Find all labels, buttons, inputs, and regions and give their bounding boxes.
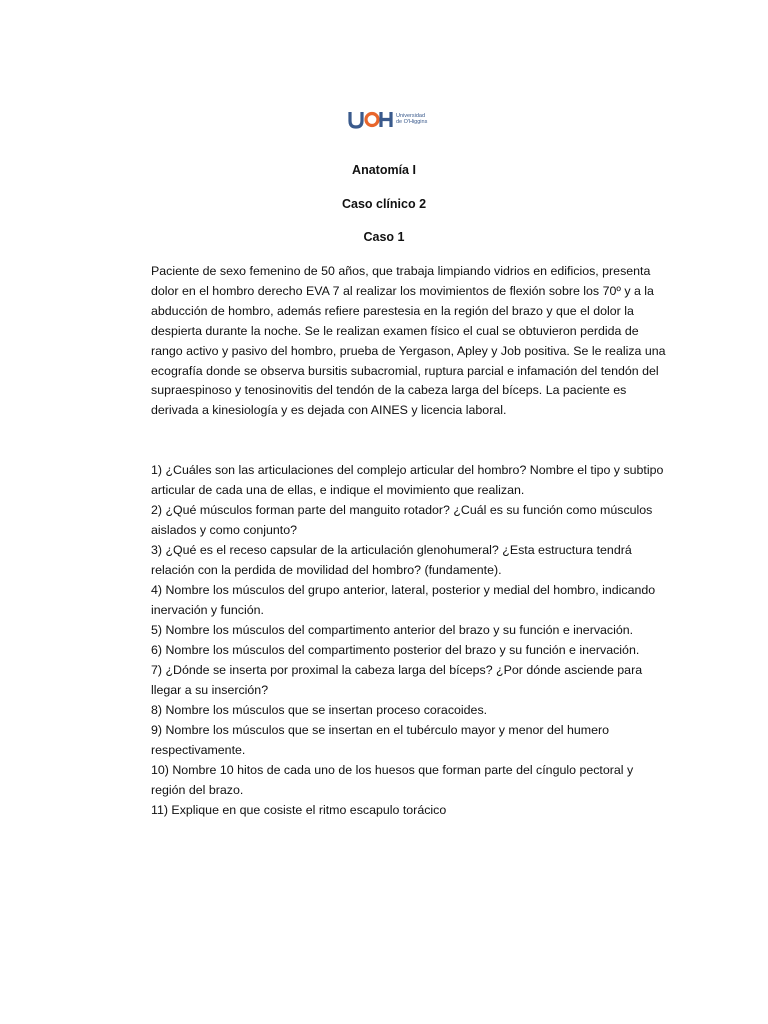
question-item: 5) Nombre los músculos del compartimento anterior del brazo y su función e inervación.: [151, 623, 634, 637]
logo-wordmark: [396, 113, 427, 126]
question-item: 11) Explique en que cosiste el ritmo escapulo torácico: [151, 803, 447, 817]
question-item: 8) Nombre los músculos que se insertan proceso coracoides.: [151, 703, 488, 717]
uoh-logo-icon: [348, 108, 394, 130]
question-item: 3) ¿Qué es el receso capsular de la articulación glenohumeral? ¿Esta estructura tendrá relación con la perdida de movilidad del hombro? (fundamente).: [151, 543, 632, 577]
course-title: Anatomía I: [352, 163, 416, 177]
question-item: 2) ¿Qué músculos forman parte del manguito rotador? ¿Cuál es su función como músculos aislados y como conjunto?: [151, 503, 653, 537]
logo-text-line1: Universidad: [396, 112, 426, 119]
case-description: Paciente de sexo femenino de 50 años, que trabaja limpiando vidrios en edificios, presenta dolor en el hombro derecho EVA 7 al realizar los movimientos de flexión sobre los 70º y a la abducción de hombro, además refiere parestesia en la región del brazo y que el dolor la despierta durante la noche. Se le realizan examen físico el cual se obtuvieron perdida de rango activo y pasivo del hombro, prueba de Yergason, Apley y Job positiva. Se le realiza una ecografía donde se observa bursitis subacromial, ruptura parcial e infamación del tendón del supraespinoso y tenosinovitis del tendón de la cabeza larga del bíceps. La paciente es derivada a kinesiología y es dejada con AINES y licencia laboral.: [151, 264, 666, 418]
document-subtitle: Caso clínico 2: [341, 197, 427, 211]
question-item: 10) Nombre 10 hitos de cada uno de los huesos que forman parte del cíngulo pectoral y región del brazo.: [151, 763, 634, 797]
question-item: 4) Nombre los músculos del grupo anterior, lateral, posterior y medial del hombro, indicando inervación y función.: [151, 583, 656, 617]
question-item: 6) Nombre los músculos del compartimento posterior del brazo y su función e inervación.: [151, 643, 640, 657]
question-item: 7) ¿Dónde se inserta por proximal la cabeza larga del bíceps? ¿Por dónde asciende para llegar a su inserción?: [151, 663, 643, 697]
case-heading: Caso 1: [363, 230, 405, 244]
university-logo: [348, 108, 427, 130]
logo-text-line2: de O'Higgins: [396, 119, 428, 125]
question-list: [151, 460, 671, 820]
question-item: 9) Nombre los músculos que se insertan en el tubérculo mayor y menor del humero respectivamente.: [151, 723, 609, 757]
question-item: 1) ¿Cuáles son las articulaciones del complejo articular del hombro? Nombre el tipo y subtipo articular de cada una de ellas, e indique el movimiento que realizan.: [151, 463, 664, 497]
